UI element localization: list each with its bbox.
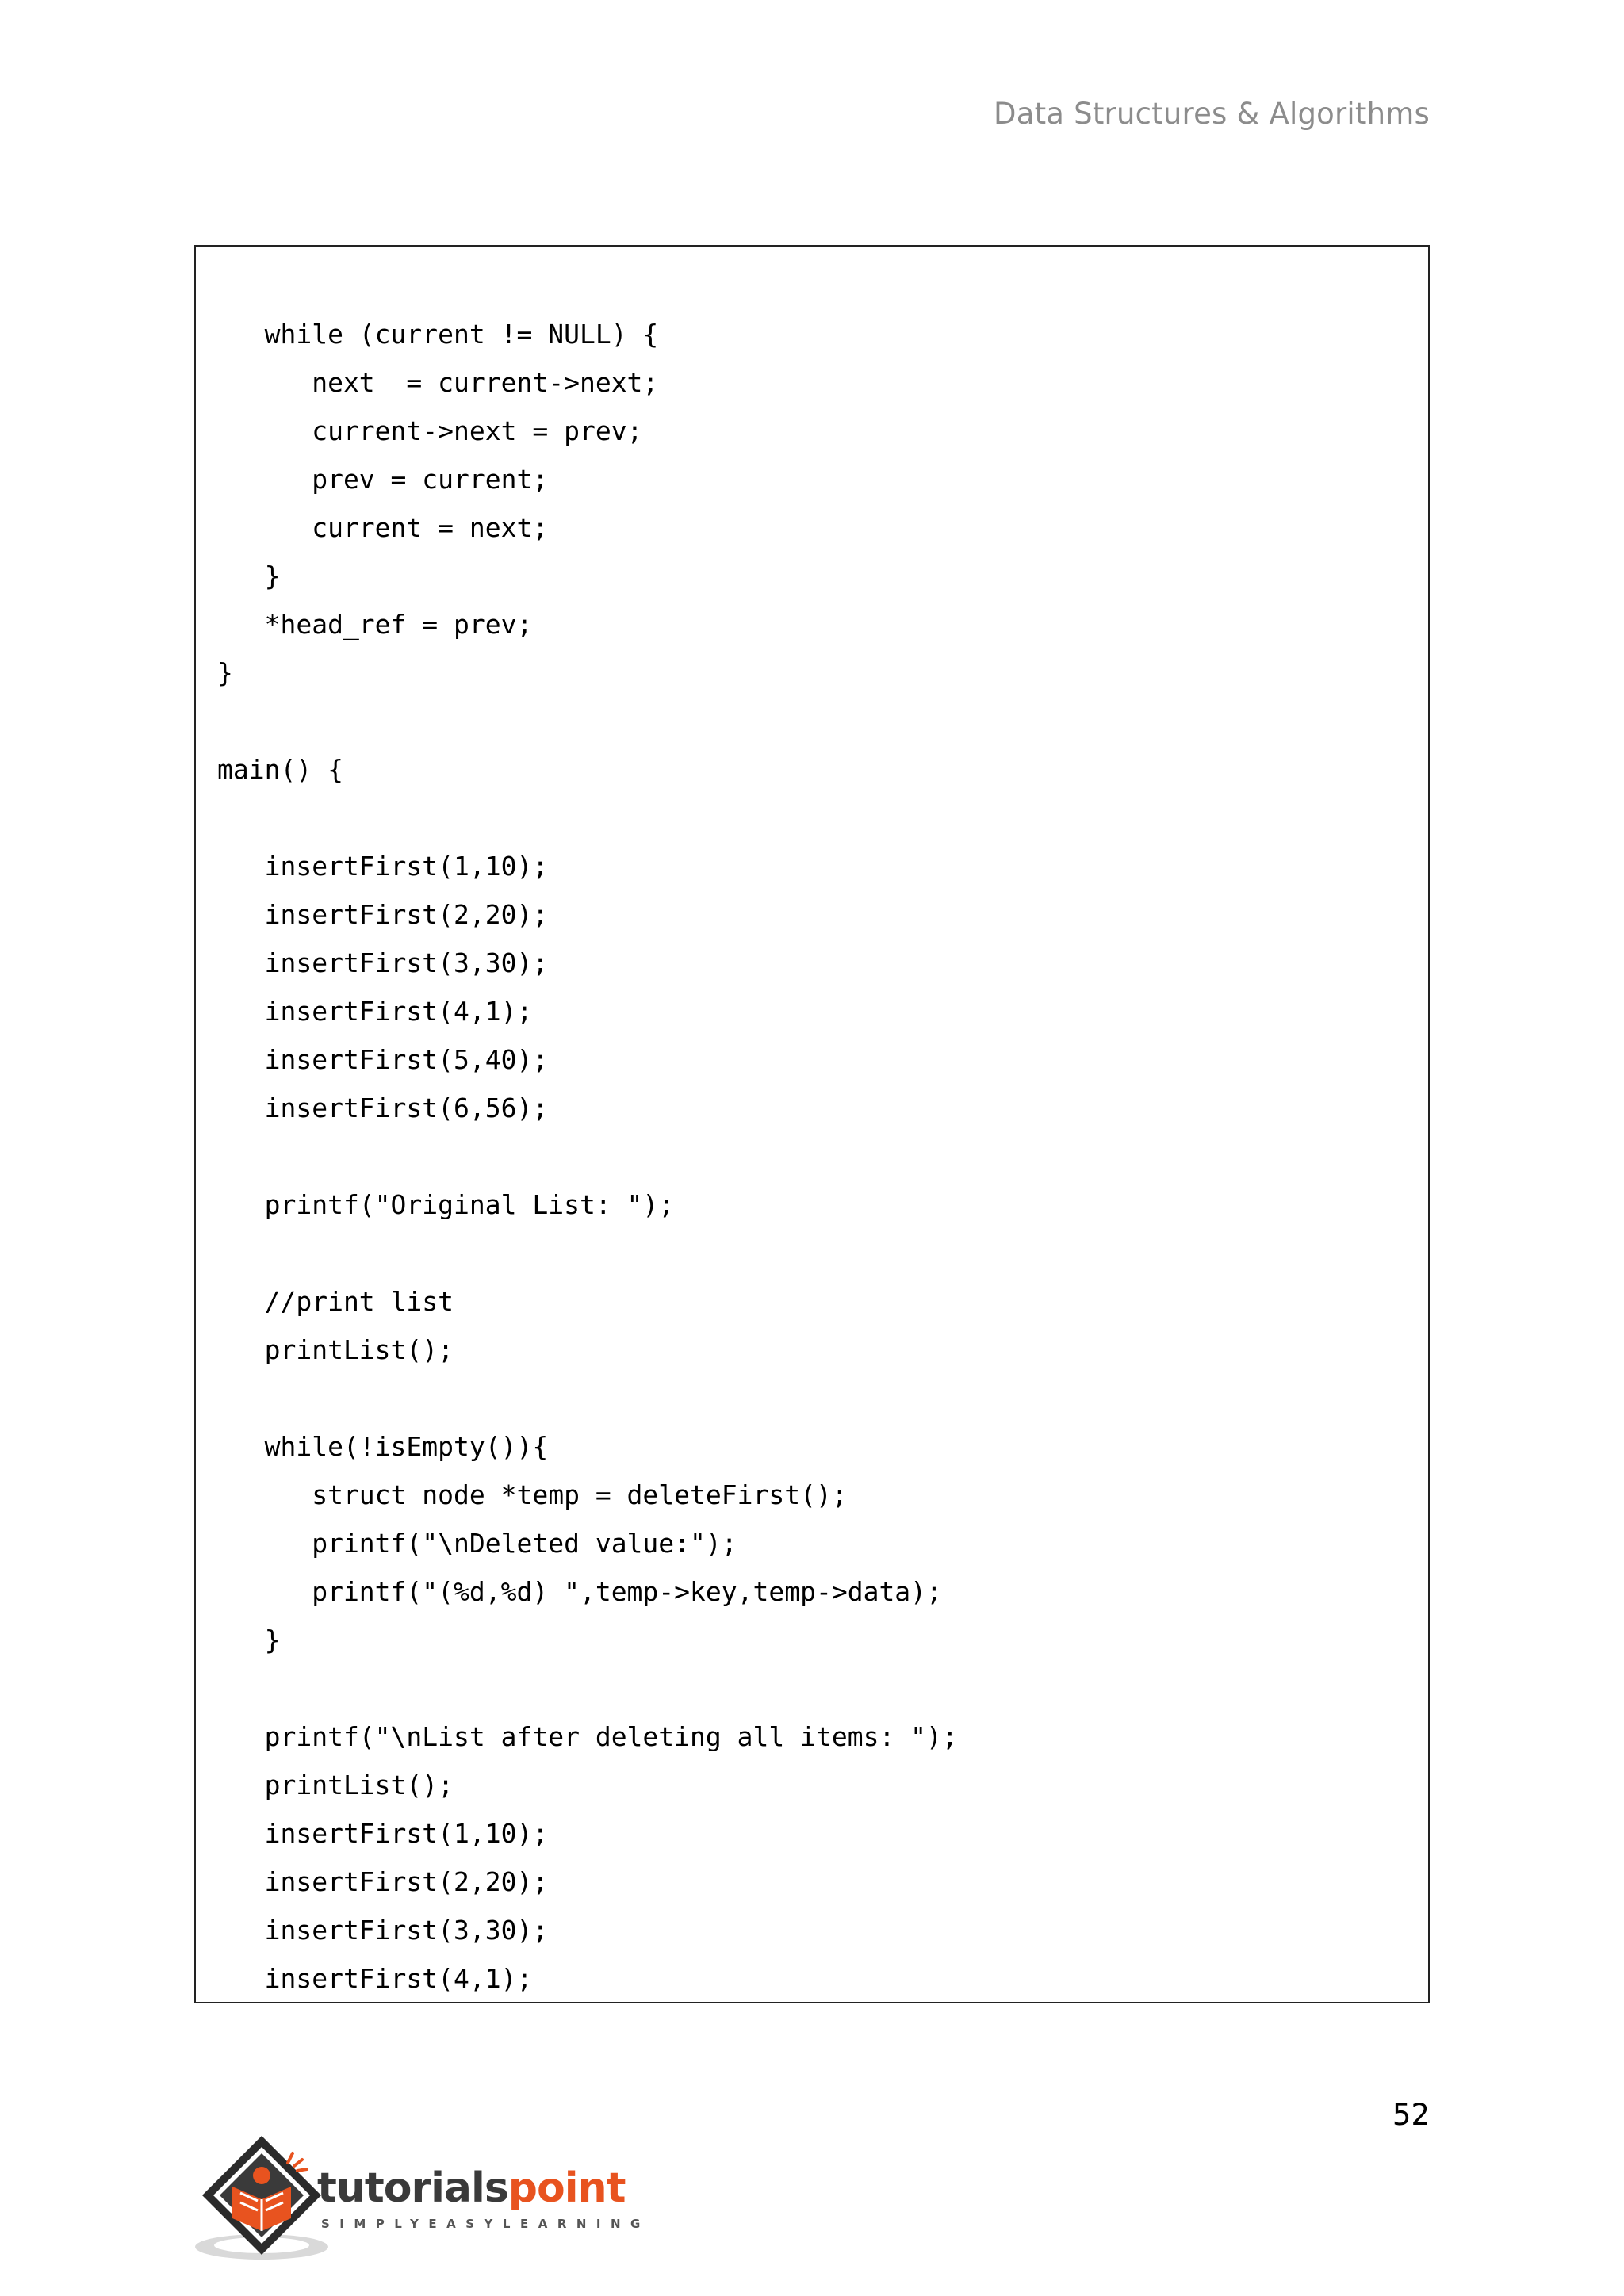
code-line: insertFirst(1,10); xyxy=(217,851,549,882)
code-line: insertFirst(2,20); xyxy=(217,899,549,930)
tutorialspoint-logo xyxy=(194,2130,650,2264)
code-line: current->next = prev; xyxy=(217,415,643,446)
code-line xyxy=(217,1664,1420,1712)
running-header: Data Structures & Algorithms xyxy=(994,97,1430,131)
code-line: insertFirst(4,1); xyxy=(217,996,533,1027)
code-line xyxy=(217,1229,1420,1277)
code-line: } xyxy=(217,657,233,688)
code-line: } xyxy=(217,1624,281,1655)
code-line: struct node *temp = deleteFirst(); xyxy=(217,1479,848,1510)
code-line: printf("\nList after deleting all items: "); xyxy=(217,1721,958,1752)
code-line: *head_ref = prev; xyxy=(217,609,533,640)
code-line: current = next; xyxy=(217,512,549,543)
code-line: insertFirst(5,40); xyxy=(217,1044,549,1075)
code-line: main() { xyxy=(217,754,343,785)
logo-tagline: SIMPLYEASYLEARNING xyxy=(321,2217,650,2231)
code-line: insertFirst(3,30); xyxy=(217,1915,549,1946)
code-line xyxy=(217,697,1420,745)
code-line xyxy=(217,1374,1420,1422)
code-line: while(!isEmpty()){ xyxy=(217,1431,549,1462)
code-line: while (current != NULL) { xyxy=(217,319,659,350)
code-line xyxy=(217,794,1420,842)
code-line xyxy=(217,1132,1420,1181)
code-line: printf("Original List: "); xyxy=(217,1189,675,1220)
code-line: printf("(%d,%d) ",temp->key,temp->data); xyxy=(217,1576,942,1607)
code-line: next = current->next; xyxy=(217,367,659,398)
code-line: printf("\nDeleted value:"); xyxy=(217,1528,737,1559)
code-lines xyxy=(217,310,1420,2003)
code-line: insertFirst(3,30); xyxy=(217,947,549,978)
code-line: printList(); xyxy=(217,1334,454,1365)
code-line: //print list xyxy=(217,1286,454,1317)
code-line: insertFirst(2,20); xyxy=(217,1866,549,1897)
code-line: insertFirst(6,56); xyxy=(217,1093,549,1123)
logo-word-tutorials: tutorials xyxy=(317,2164,508,2212)
code-line: prev = current; xyxy=(217,464,549,495)
code-block xyxy=(194,245,1430,2003)
logo-word-point: point xyxy=(508,2164,626,2212)
code-line: insertFirst(4,1); xyxy=(217,1963,533,1994)
code-line: printList(); xyxy=(217,1770,454,1800)
code-line: insertFirst(1,10); xyxy=(217,1818,549,1849)
page-number: 52 xyxy=(1392,2098,1430,2132)
code-line: } xyxy=(217,561,281,591)
logo-wordmark xyxy=(317,2164,625,2212)
